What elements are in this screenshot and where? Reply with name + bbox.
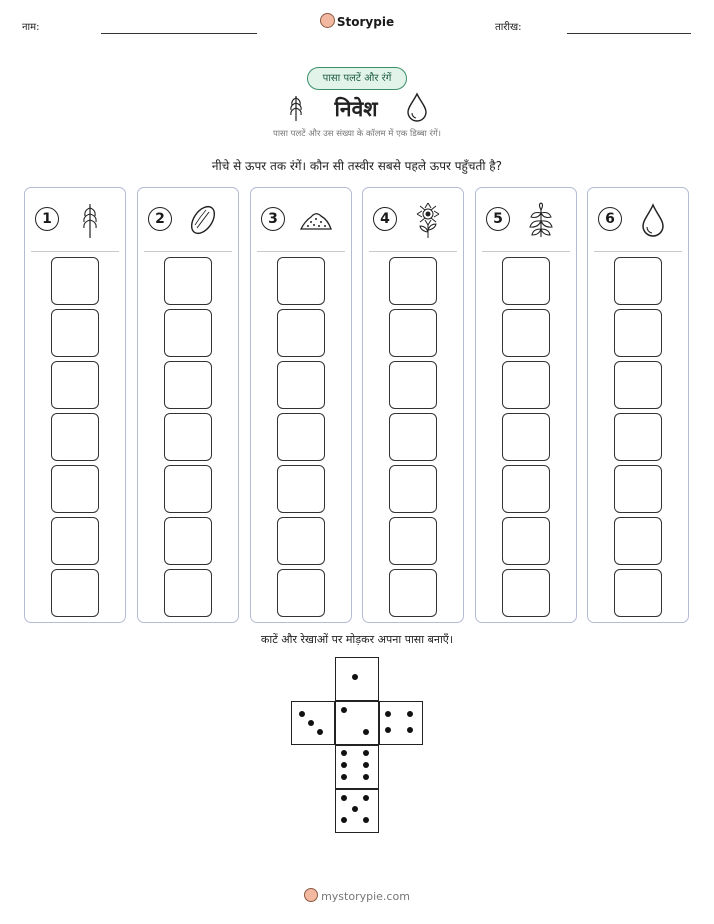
color-box[interactable] [502,257,550,305]
subtitle: पासा पलटें और उस संख्या के कॉलम में एक डिब्बा रंगें। [273,129,441,139]
title-wheat-icon [285,92,307,122]
dice-pip [407,727,413,733]
title-water-drop-icon [405,92,429,122]
column-number: 1 [35,207,59,231]
page-title: निवेश [334,97,378,121]
column-divider [144,251,232,252]
column-divider [369,251,457,252]
soil-pile-icon [299,201,333,239]
color-box[interactable] [614,309,662,357]
column-2 [137,187,239,623]
dice-pip [317,729,323,735]
color-box[interactable] [502,517,550,565]
color-box[interactable] [51,361,99,409]
column-divider [594,251,682,252]
color-box[interactable] [502,413,550,461]
color-box[interactable] [164,465,212,513]
sunflower-icon [411,201,445,239]
dice-pip [363,729,369,735]
color-box[interactable] [389,517,437,565]
color-box[interactable] [51,413,99,461]
name-label: नाम: [22,22,40,33]
date-label: तारीख: [495,22,522,33]
title-row [0,92,714,123]
color-box[interactable] [51,517,99,565]
color-box[interactable] [614,361,662,409]
color-box[interactable] [164,569,212,617]
instruction: नीचे से ऊपर तक रंगें। कौन सी तस्वीर सबसे पहले ऊपर पहुँचती है? [211,159,503,173]
column-5 [475,187,577,623]
dice-face-1 [335,657,379,701]
color-box[interactable] [164,309,212,357]
color-box[interactable] [502,569,550,617]
color-box[interactable] [389,309,437,357]
color-box[interactable] [277,465,325,513]
color-box[interactable] [614,517,662,565]
color-box[interactable] [502,465,550,513]
dice-pip [308,720,314,726]
column-number: 2 [148,207,172,231]
color-box[interactable] [389,569,437,617]
dice-pip [363,817,369,823]
color-box[interactable] [389,413,437,461]
column-number: 6 [598,207,622,231]
color-box[interactable] [164,517,212,565]
plant-icon [524,201,558,239]
dice-pip [363,795,369,801]
color-box[interactable] [277,309,325,357]
dice-pip [363,774,369,780]
color-box[interactable] [164,413,212,461]
dice-pip [385,727,391,733]
name-line[interactable] [101,33,257,34]
cut-instruction: काटें और रेखाओं पर मोड़कर अपना पासा बनाएँ। [260,633,454,646]
dice-pip [407,711,413,717]
dice-pip [385,711,391,717]
activity-badge: पासा पलटें और रंगें [307,67,407,90]
color-box[interactable] [614,465,662,513]
color-box[interactable] [51,465,99,513]
column-divider [31,251,119,252]
color-box[interactable] [502,361,550,409]
dice-pip [363,762,369,768]
color-box[interactable] [164,257,212,305]
column-1 [24,187,126,623]
brand-logo [0,13,714,29]
color-box[interactable] [389,465,437,513]
dice-pip [341,795,347,801]
storypie-logo-icon [320,13,335,28]
dice-face-5 [335,789,379,833]
column-6 [587,187,689,623]
column-3 [250,187,352,623]
color-box[interactable] [502,309,550,357]
water-drop-icon [636,201,670,239]
color-box[interactable] [277,569,325,617]
color-box[interactable] [277,413,325,461]
dice-pip [363,750,369,756]
column-divider [257,251,345,252]
dice-pip [352,674,358,680]
dice-face-6 [335,745,379,789]
seed-icon [186,201,220,239]
dice-pip [341,817,347,823]
color-box[interactable] [51,257,99,305]
column-number: 5 [486,207,510,231]
footer-url[interactable]: mystorypie.com [321,890,410,903]
color-box[interactable] [614,413,662,461]
dice-pip [341,762,347,768]
column-divider [482,251,570,252]
color-box[interactable] [51,309,99,357]
color-box[interactable] [277,361,325,409]
storypie-footer-logo-icon [304,888,318,902]
dice-pip [352,806,358,812]
dice-pip [299,711,305,717]
dice-pip [341,750,347,756]
dice-pip [341,774,347,780]
date-line[interactable] [567,33,691,34]
column-number: 3 [261,207,285,231]
footer [0,888,714,903]
color-box[interactable] [51,569,99,617]
brand-name: Storypie [336,15,395,29]
dice-face-4 [379,701,423,745]
dice-face-2 [335,701,379,745]
color-box[interactable] [614,569,662,617]
color-box[interactable] [614,257,662,305]
dice-face-3 [291,701,335,745]
color-box[interactable] [389,361,437,409]
column-4 [362,187,464,623]
dice-pip [341,707,347,713]
wheat-icon [73,201,107,239]
color-box[interactable] [164,361,212,409]
color-box[interactable] [277,517,325,565]
color-box[interactable] [277,257,325,305]
color-box[interactable] [389,257,437,305]
column-number: 4 [373,207,397,231]
